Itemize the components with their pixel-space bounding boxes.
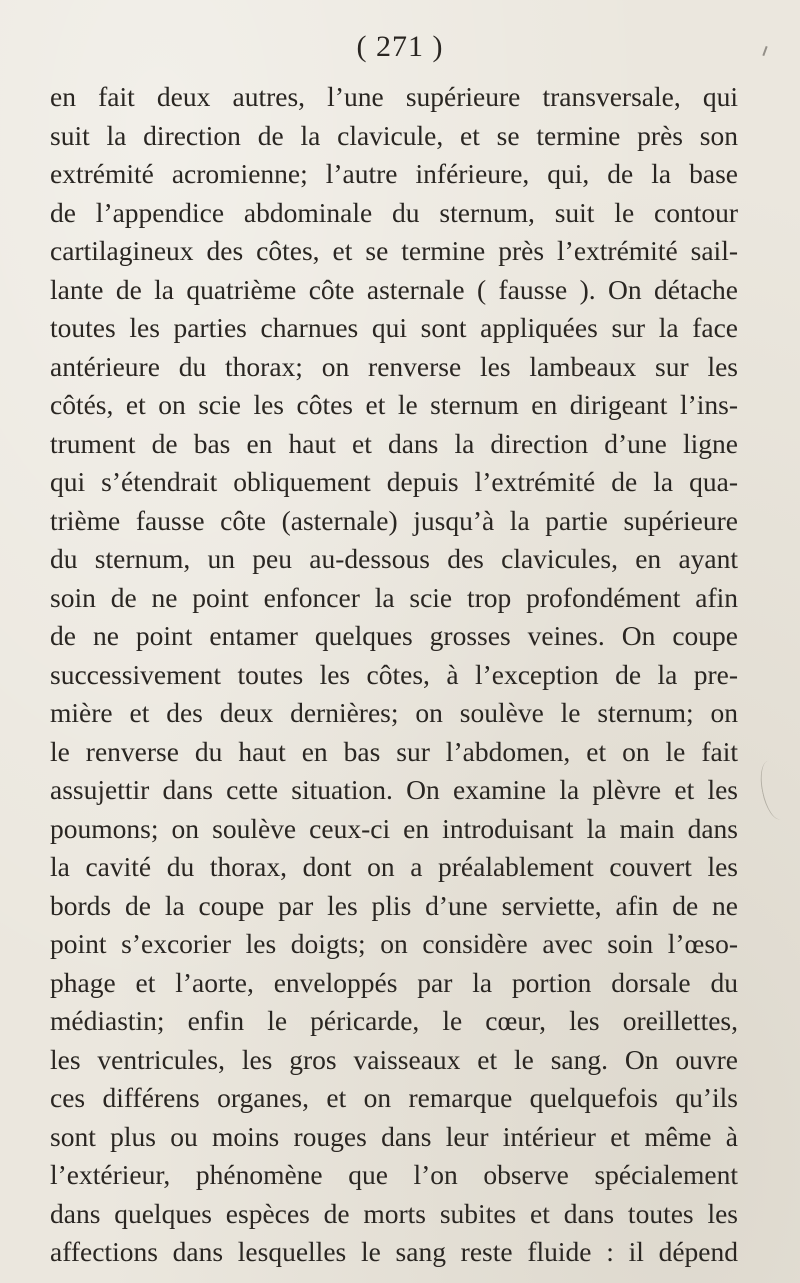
text-line: le renverse du haut en bas sur l’abdomen, et on le fait [50,735,738,767]
text-line: successivement toutes les côtes, à l’exception de la pre- [50,658,738,690]
text-line: lante de la quatrième côte asternale ( fausse ). On détache [50,273,738,305]
text-line: assujettir dans cette situation. On examine la plèvre et les [50,774,738,805]
page-number: ( 271 ) [356,30,444,63]
text-line: la cavité du thorax, dont on a préalablement couvert les [50,851,738,882]
text-line: dans quelques espèces de morts subites et dans toutes les [50,1197,738,1229]
text-line: phage et l’aorte, enveloppés par la portion dorsale du [50,966,738,998]
text-line: l’extérieur, phénomène que l’on observe spécialement [50,1159,738,1190]
text-line: toutes les parties charnues qui sont appliquées sur la face [50,312,738,343]
text-line: trième fausse côte (asternale) jusqu’à la partie supérieure [50,504,738,536]
text-line: côtés, et on scie les côtes et le sternum en dirigeant l’ins- [50,389,738,420]
text-line: trument de bas en haut et dans la direction d’une ligne [50,427,738,459]
text-line: du sternum, un peu au-dessous des clavicules, en ayant [50,543,738,574]
text-line: qui s’étendrait obliquement depuis l’extrémité de la qua- [50,466,738,497]
text-line: bords de la coupe par les plis d’une serviette, afin de ne [50,889,738,921]
text-line: sont plus ou moins rouges dans leur intérieur et même à [50,1120,738,1152]
text-line: en fait deux autres, l’une supérieure transversale, qui [50,81,738,112]
text-line: mière et des deux dernières; on soulève le sternum; on [50,697,738,728]
text-line: ces différens organes, et on remarque quelquefois qu’ils [50,1082,738,1113]
text-line: cartilagineux des côtes, et se termine près l’extrémité sail- [50,235,738,266]
text-line: affections dans lesquelles le sang reste fluide : il dépend [50,1236,738,1267]
text-line: antérieure du thorax; on renverse les lambeaux sur les [50,350,738,382]
text-line: suit la direction de la clavicule, et se termine près son [50,119,738,151]
text-line: de ne point entamer quelques grosses veines. On coupe [50,620,738,651]
text-line: extrémité acromienne; l’autre inférieure, qui, de la base [50,158,738,189]
margin-pencil-mark [756,758,793,822]
text-line: soin de ne point enfoncer la scie trop profondément afin [50,581,738,613]
text-line: poumons; on soulève ceux-ci en introduisant la main dans [50,812,738,844]
text-line: médiastin; enfin le péricarde, le cœur, les oreillettes, [50,1005,738,1036]
body-text [50,78,738,1272]
text-line: de l’appendice abdominale du sternum, suit le contour [50,196,738,228]
text-line: point s’excorier les doigts; on considère avec soin l’œso- [50,928,738,959]
text-line: les ventricules, les gros vaisseaux et le sang. On ouvre [50,1043,738,1075]
